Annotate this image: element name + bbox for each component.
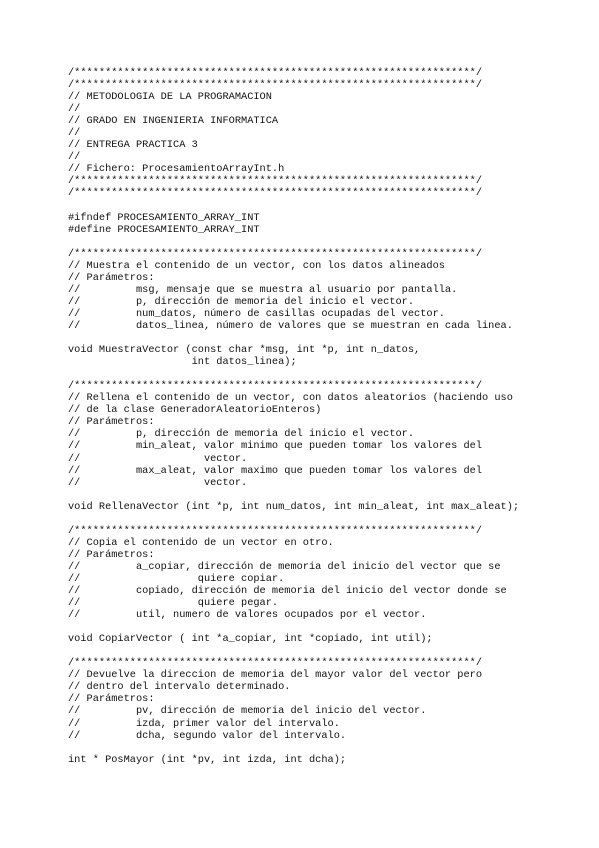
code-line: // xyxy=(68,127,81,140)
code-line: // num_datos, número de casillas ocupadas del vector. xyxy=(68,307,445,320)
code-line: void CopiarVector ( int *a_copiar, int *copiado, int util); xyxy=(68,633,433,646)
code-line: // xyxy=(68,151,81,164)
code-line: // copiado, dirección de memoria del inicio del vector donde se xyxy=(68,585,507,598)
code-line: // msg, mensaje que se muestra al usuario por pantalla. xyxy=(68,283,458,296)
code-line: // Parámetros: xyxy=(68,271,155,284)
code-line: // Muestra el contenido de un vector, con los datos alineados xyxy=(68,259,445,272)
code-line xyxy=(68,368,519,380)
code-line: // a_copiar, dirección de memoria del inicio del vector que se xyxy=(68,560,501,573)
code-line xyxy=(68,513,519,525)
code-line: // ENTREGA PRACTICA 3 xyxy=(68,139,198,152)
code-line xyxy=(68,200,519,212)
code-line: // GRADO EN INGENIERIA INFORMATICA xyxy=(68,115,279,128)
code-line: // dentro del intervalo determinado. xyxy=(68,681,291,694)
code-line: // Parámetros: xyxy=(68,693,155,706)
code-line: // quiere pegar. xyxy=(68,597,279,610)
code-line: // METODOLOGIA DE LA PROGRAMACION xyxy=(68,91,272,104)
code-line: // Parámetros: xyxy=(68,416,155,429)
code-line: // util, numero de valores ocupados por el vector. xyxy=(68,609,427,622)
code-line: void RellenaVector (int *p, int num_datos, int min_aleat, int max_aleat); xyxy=(68,500,520,513)
code-line: /*****************************************************************/ xyxy=(68,67,483,79)
code-line: // p, dirección de memoria del inicio el vector. xyxy=(68,428,415,441)
code-line: // quiere copiar. xyxy=(68,572,285,585)
code-line: // pv, dirección de memoria del inicio del vector. xyxy=(68,705,427,718)
code-line: // max_aleat, valor maximo que pueden tomar los valores del xyxy=(68,464,483,477)
source-code-block xyxy=(68,67,519,766)
code-line: void MuestraVector (const char *msg, int *p, int n_datos, xyxy=(68,344,421,357)
code-line: // xyxy=(68,103,81,116)
code-line: /*****************************************************************/ xyxy=(68,524,483,537)
code-line: /*****************************************************************/ xyxy=(68,657,483,670)
code-line: /*****************************************************************/ xyxy=(68,187,483,200)
code-line: int * PosMayor (int *pv, int izda, int dcha); xyxy=(68,753,347,766)
code-line: // dcha, segundo valor del intervalo. xyxy=(68,729,347,742)
code-line: // Parámetros: xyxy=(68,548,155,561)
code-line: /*****************************************************************/ xyxy=(68,247,483,260)
code-line: int datos_linea); xyxy=(68,356,297,369)
code-line: // p, dirección de memoria del inicio el vector. xyxy=(68,295,415,308)
code-line xyxy=(68,489,519,501)
code-line: /*****************************************************************/ xyxy=(68,380,483,393)
code-line: // Rellena el contenido de un vector, con datos aleatorios (haciendo uso xyxy=(68,392,513,405)
code-line xyxy=(68,236,519,248)
code-line: // min_aleat, valor minimo que pueden tomar los valores del xyxy=(68,440,483,453)
code-line: /*****************************************************************/ xyxy=(68,79,483,92)
code-line xyxy=(68,742,519,754)
code-line: // vector. xyxy=(68,476,248,489)
code-line xyxy=(68,332,519,344)
code-line xyxy=(68,645,519,657)
code-line: // Copia el contenido de un vector en otro. xyxy=(68,536,334,549)
code-line: // izda, primer valor del intervalo. xyxy=(68,717,340,730)
code-line: // Fichero: ProcesamientoArrayInt.h xyxy=(68,163,285,176)
code-line: // datos_linea, número de valores que se muestran en cada linea. xyxy=(68,319,513,332)
code-line xyxy=(68,621,519,633)
code-line: #ifndef PROCESAMIENTO_ARRAY_INT xyxy=(68,211,260,224)
code-line: // Devuelve la direccion de memoria del mayor valor del vector pero xyxy=(68,669,483,682)
code-line: /*****************************************************************/ xyxy=(68,175,483,188)
code-line: // de la clase GeneradorAleatorioEnteros) xyxy=(68,404,322,417)
code-line: // vector. xyxy=(68,452,248,465)
code-line: #define PROCESAMIENTO_ARRAY_INT xyxy=(68,223,260,236)
